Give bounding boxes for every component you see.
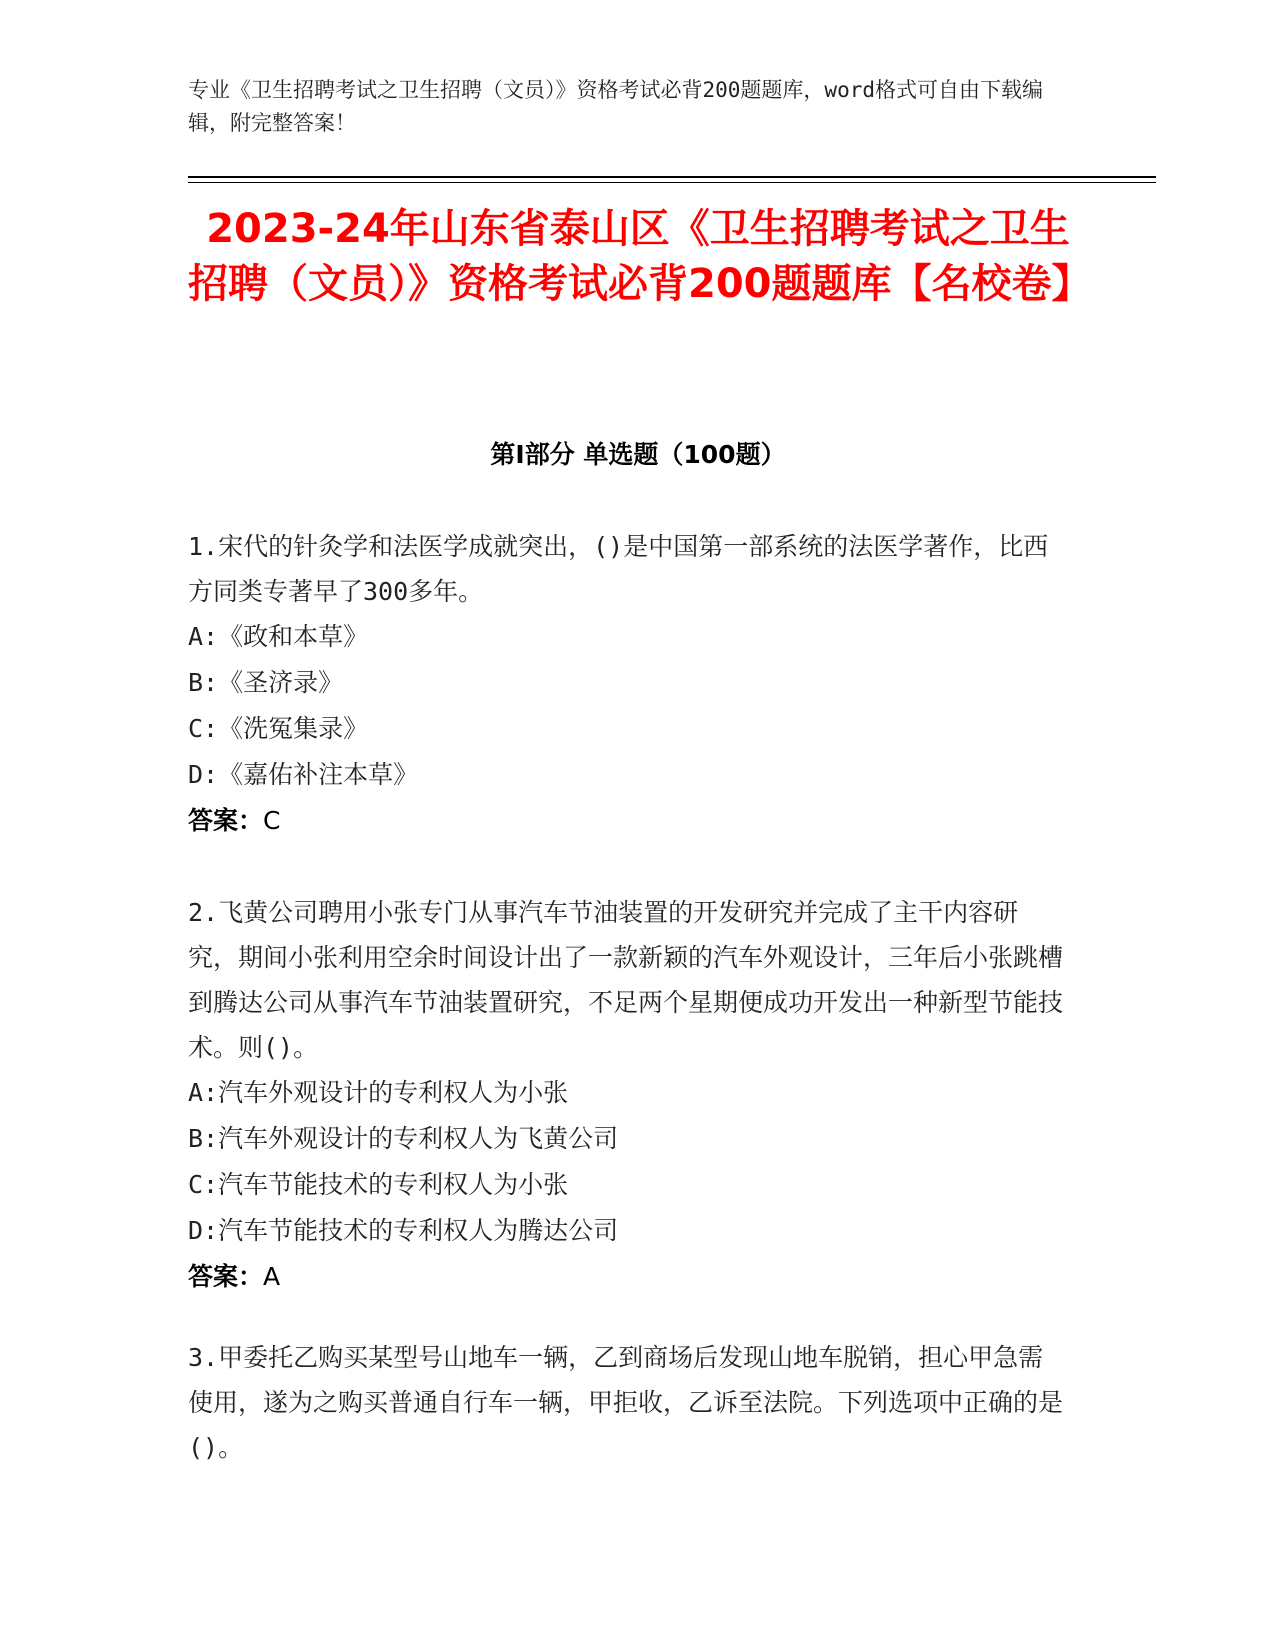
question-stem: 3.甲委托乙购买某型号山地车一辆，乙到商场后发现山地车脱销，担心甲急需使用，遂为之购买普通自行车一辆，甲拒收，乙诉至法院。下列选项中正确的是()。: [188, 1343, 1064, 1462]
question-stem: 2.飞黄公司聘用小张专门从事汽车节油装置的开发研究并完成了主干内容研究，期间小张利用空余时间设计出了一款新颖的汽车外观设计，三年后小张跳槽到腾达公司从事汽车节油装置研究，不足两个星期便成功开发出一种新型节能技术。则()。: [188, 898, 1064, 1062]
question-2: [188, 890, 1068, 1300]
option-b: B:《圣济录》: [188, 668, 344, 697]
section-title: 第Ⅰ部分 单选题（100题）: [490, 440, 786, 469]
option-b: B:汽车外观设计的专利权人为飞黄公司: [188, 1124, 619, 1153]
option-c: C:《洗冤集录》: [188, 714, 369, 743]
answer-value: A: [263, 1262, 281, 1291]
header-note: 专业《卫生招聘考试之卫生招聘（文员）》资格考试必背200题题库，word格式可自由下载编辑，附完整答案！: [188, 78, 1043, 135]
answer-value: C: [263, 806, 281, 835]
document-title: 2023-24年山东省泰山区《卫生招聘考试之卫生招聘（文员）》资格考试必背200题题库【名校卷】: [188, 206, 1092, 307]
question-stem: 1.宋代的针灸学和法医学成就突出，()是中国第一部系统的法医学著作，比西方同类专著早了300多年。: [188, 532, 1049, 606]
answer-line: [188, 1254, 1068, 1300]
answer-line: [188, 798, 1068, 844]
answer-label: 答案：: [188, 1262, 264, 1291]
option-d: D:汽车节能技术的专利权人为腾达公司: [188, 1216, 619, 1245]
option-a: A:《政和本草》: [188, 622, 369, 651]
header-divider-thin: [188, 182, 1156, 183]
question-1: [188, 524, 1068, 844]
option-c: C:汽车节能技术的专利权人为小张: [188, 1170, 569, 1199]
answer-label: 答案：: [188, 806, 264, 835]
option-d: D:《嘉佑补注本草》: [188, 760, 419, 789]
header-divider-thick: [188, 176, 1156, 178]
option-a: A:汽车外观设计的专利权人为小张: [188, 1078, 569, 1107]
question-3: [188, 1335, 1068, 1470]
